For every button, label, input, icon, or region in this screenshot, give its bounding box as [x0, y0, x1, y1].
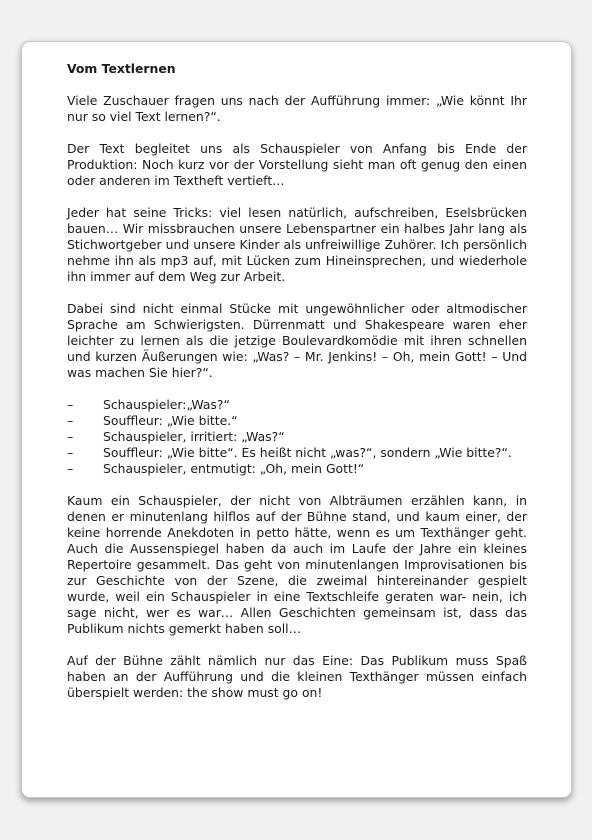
dialogue-dash: – [67, 413, 74, 428]
document-content [67, 61, 527, 717]
dialogue-dash: – [67, 397, 74, 412]
dialogue-line [67, 413, 527, 429]
dialogue-text: Schauspieler:„Was?“ [103, 397, 230, 412]
dialogue-text: Schauspieler, entmutigt: „Oh, mein Gott!“ [103, 461, 365, 476]
dialogue-dash: – [67, 461, 74, 476]
dialogue-line [67, 445, 527, 461]
document-page [21, 41, 572, 798]
paragraph-show-must-go-on: Auf der Bühne zählt nämlich nur das Eine: Das Publikum muss Spaß haben an der Aufführung und die kleinen Texthänger müssen einfach überspielt werden: the show must go on! [67, 653, 527, 700]
paragraph-difficult-plays: Dabei sind nicht einmal Stücke mit ungewöhnlicher oder altmodischer Sprache am Schwierigsten. Dürrenmatt und Shakespeare waren eher leichter zu lernen als die jetzige Boulevardkomödie mit ihren schnellen und kurzen Äußerungen wie: „Was? – Mr. Jenkins! – Oh, mein Gott! – Und was machen Sie hier?“. [67, 301, 527, 380]
dialogue-text: Souffleur: „Wie bitte.“ [103, 413, 238, 428]
dialogue-text: Souffleur: „Wie bitte“. Es heißt nicht „was?“, sondern „Wie bitte?“. [103, 445, 512, 460]
paragraph-tricks: Jeder hat seine Tricks: viel lesen natürlich, aufschreiben, Eselsbrücken bauen… Wir missbrauchen unsere Lebenspartner ein halbes Jahr lang als Stichwortgeber und unsere Kinder als unfreiwillige Zuhörer. Ich persönlich nehme ihn als mp3 auf, mit Lücken zum Hineinsprechen, und wiederhole ihn immer auf dem Weg zur Arbeit. [67, 205, 527, 284]
paragraph-intro: Viele Zuschauer fragen uns nach der Aufführung immer: „Wie könnt Ihr nur so viel Text lernen?“. [67, 93, 527, 124]
document-title: Vom Textlernen [67, 61, 176, 76]
paragraph-text-companion: Der Text begleitet uns als Schauspieler von Anfang bis Ende der Produktion: Noch kurz vor der Vorstellung sieht man oft genug den einen oder anderen im Textheft vertieft… [67, 141, 527, 188]
dialogue-line [67, 397, 527, 413]
dialogue-line [67, 429, 527, 445]
dialogue-text: Schauspieler, irritiert: „Was?“ [103, 429, 285, 444]
dialogue-line [67, 461, 527, 477]
dialogue-dash: – [67, 429, 74, 444]
paragraph-nightmares: Kaum ein Schauspieler, der nicht von Albträumen erzählen kann, in denen er minutenlang hilflos auf der Bühne stand, und kaum einer, der keine horrende Anekdoten in petto hätte, wenn es um Texthänger geht. Auch die Aussenspiegel haben da auch im Laufe der Jahre ein kleines Repertoire gesammelt. Das geht von minutenlangen Improvisationen bis zur Geschichte von der Szene, die zweimal hintereinander gespielt wurde, weil ein Schauspieler in eine Textschleife geraten war- nein, ich sage nicht, wer es war… Allen Geschichten gemeinsam ist, dass das Publikum nichts gemerkt haben soll… [67, 493, 527, 636]
dialogue-dash: – [67, 445, 74, 460]
dialogue-list [67, 397, 527, 477]
